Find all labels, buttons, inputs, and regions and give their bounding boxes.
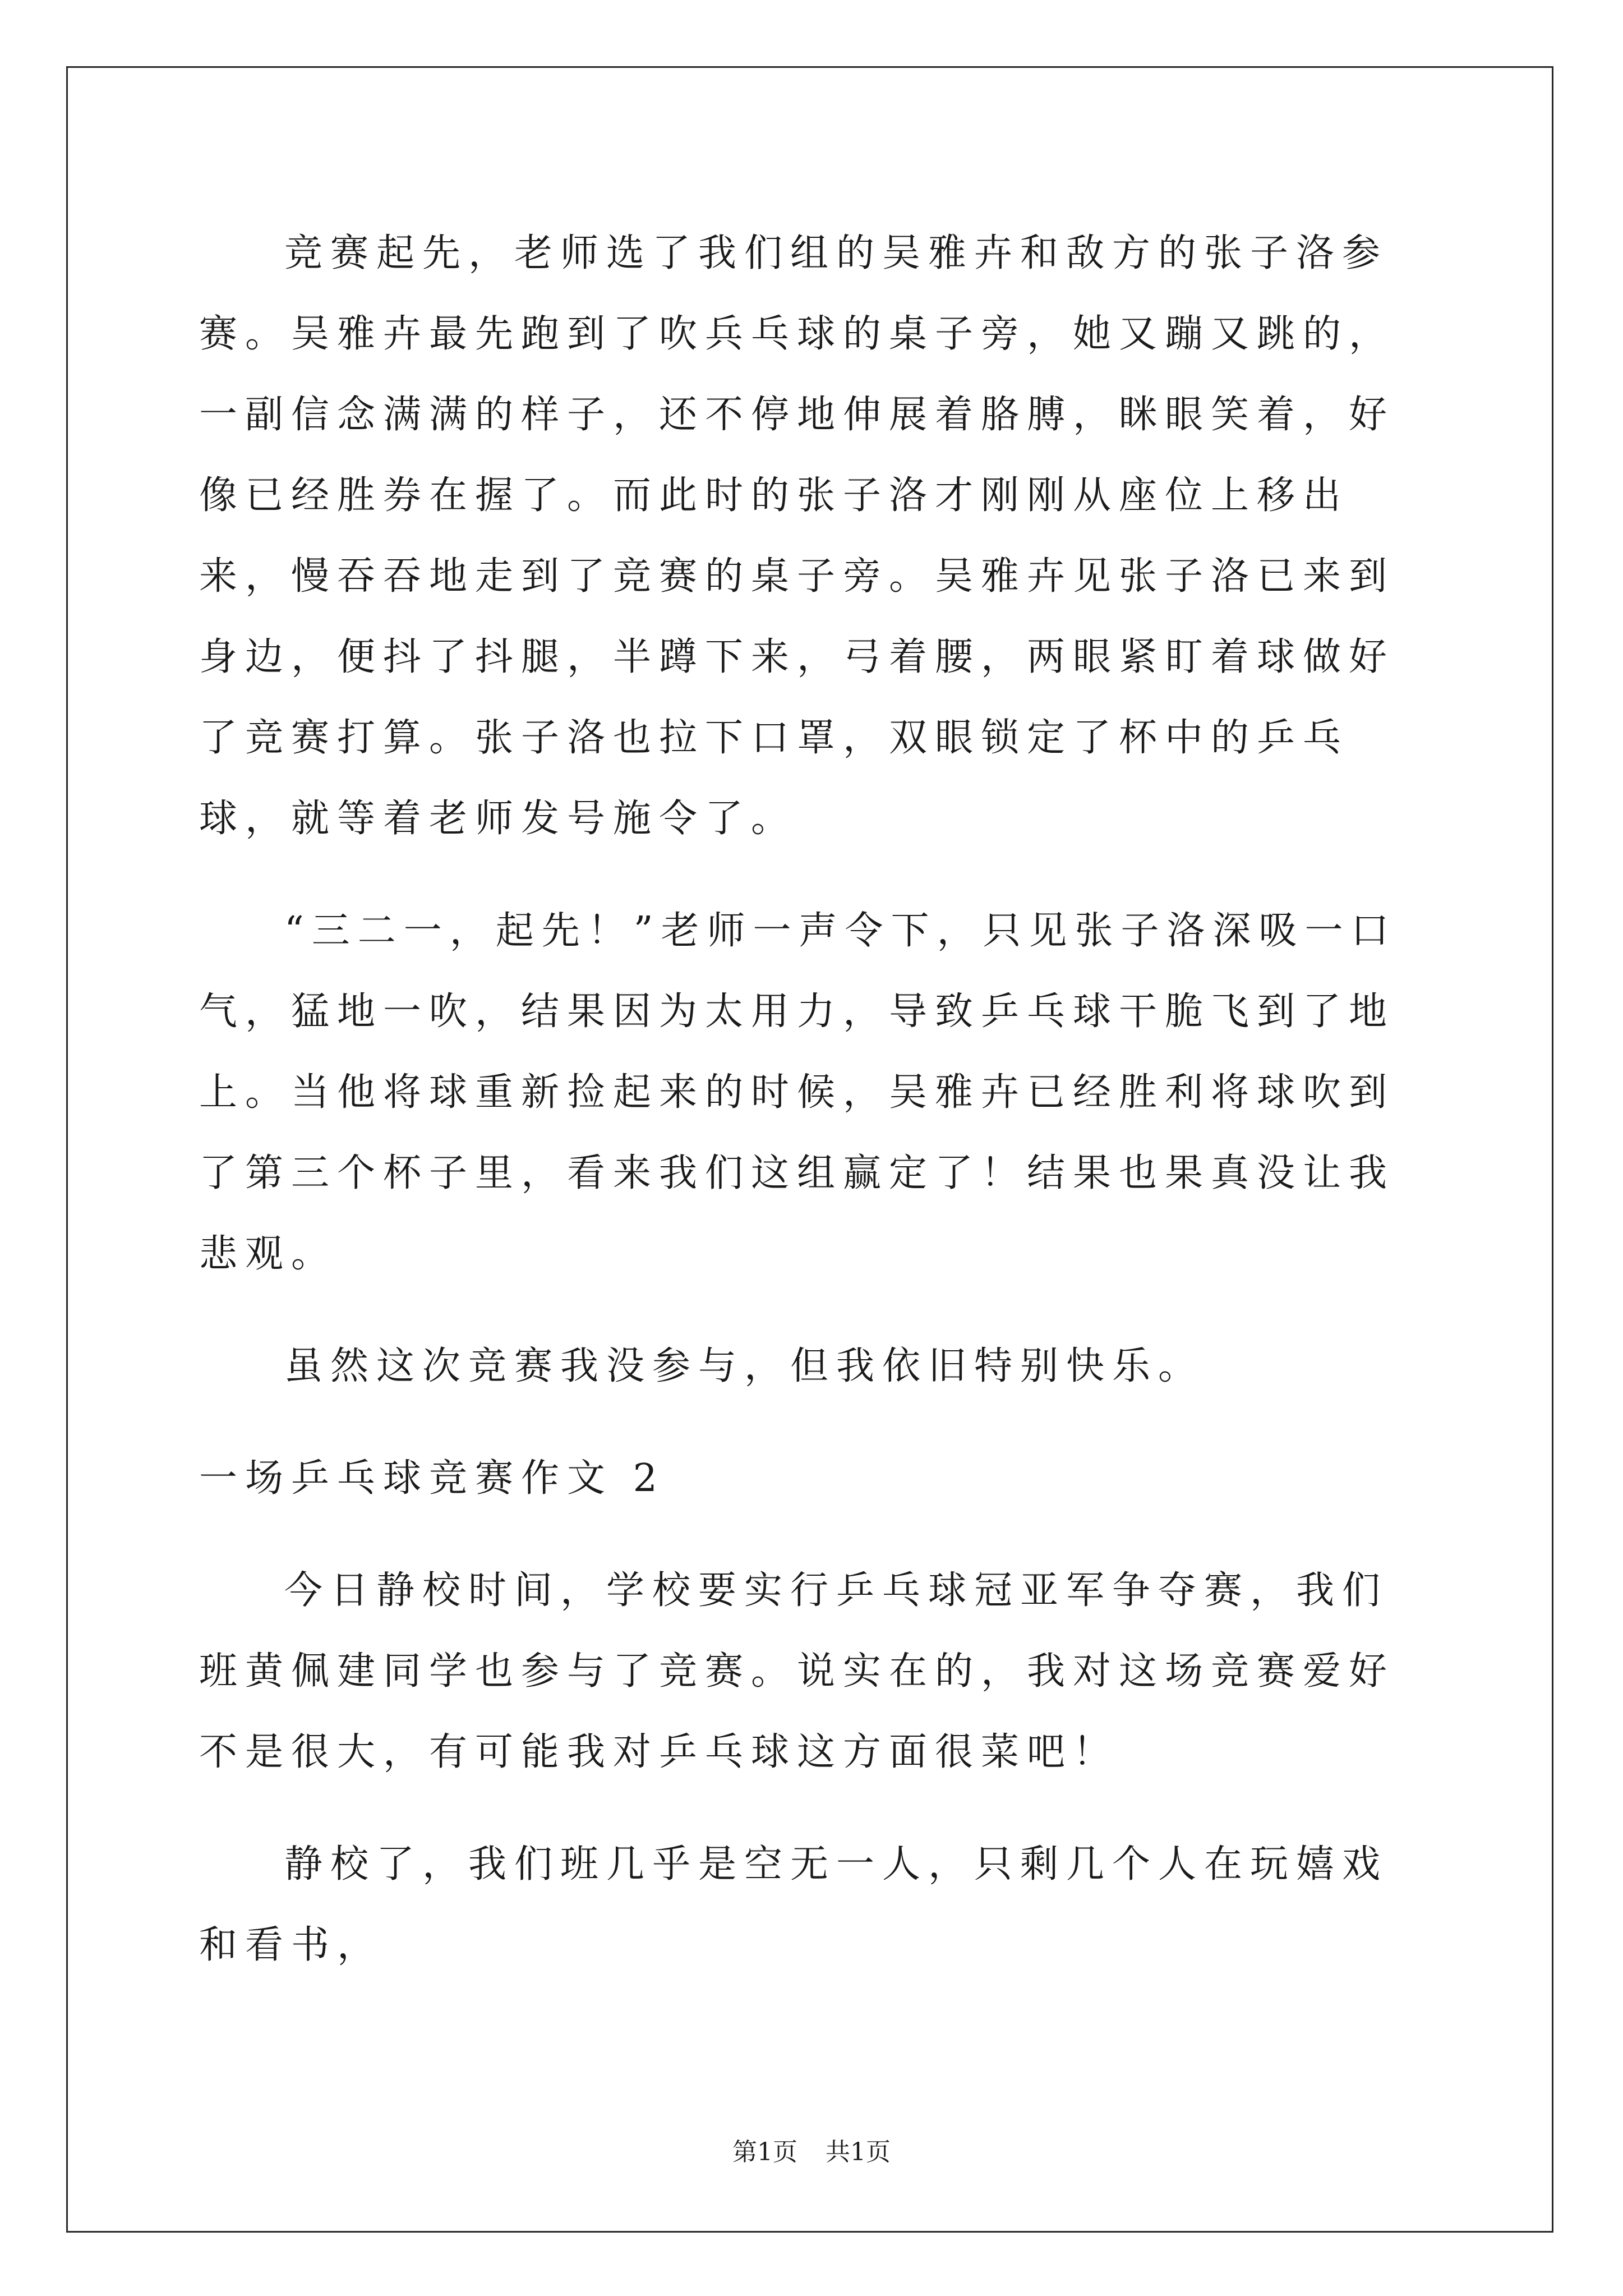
paragraph-3: 虽然这次竞赛我没参与，但我依旧特别快乐。 [284,1344,1205,1388]
page-total: 共1页 [826,2138,891,2166]
paragraph-2: “三二一，起先！”老师一声令下，只见张子洛深吸一口气，猛地一吹，结果因为太用力，导致乒乓球干脆飞到了地上。当他将球重新捡起来的时候，吴雅卉已经胜利将球吹到了第三个杯子里，看来我们这组赢定了！结果也果真没让我悲观。 [199,909,1397,1276]
section-heading: 一场乒乓球竞赛作文 2 [199,1456,665,1501]
page-number: 第1页 [732,2138,797,2166]
paragraph-4: 今日静校时间，学校要实行乒乓球冠亚军争夺赛，我们班黄佩建同学也参与了竞赛。说实在的，我对这场竞赛爱好不是很大，有可能我对乒乓球这方面很菜吧！ [199,1568,1395,1774]
paragraph-5: 静校了，我们班几乎是空无一人，只剩几个人在玩嬉戏和看书， [199,1842,1389,1967]
document-body [199,213,1427,2017]
paragraph-1: 竞赛起先，老师选了我们组的吴雅卉和敌方的张子洛参赛。吴雅卉最先跑到了吹兵乓球的桌子旁，她又蹦又跳的，一副信念满满的样子，还不停地伸展着胳膊，眯眼笑着，好像已经胜券在握了。而此时的张子洛才刚刚从座位上移出来，慢吞吞地走到了竞赛的桌子旁。吴雅卉见张子洛已来到身边，便抖了抖腿，半蹲下来，弓着腰，两眼紧盯着球做好了竞赛打算。张子洛也拉下口罩，双眼锁定了杯中的乒乓球，就等着老师发号施令了。 [199,231,1395,841]
page-footer [0,2132,1623,2168]
